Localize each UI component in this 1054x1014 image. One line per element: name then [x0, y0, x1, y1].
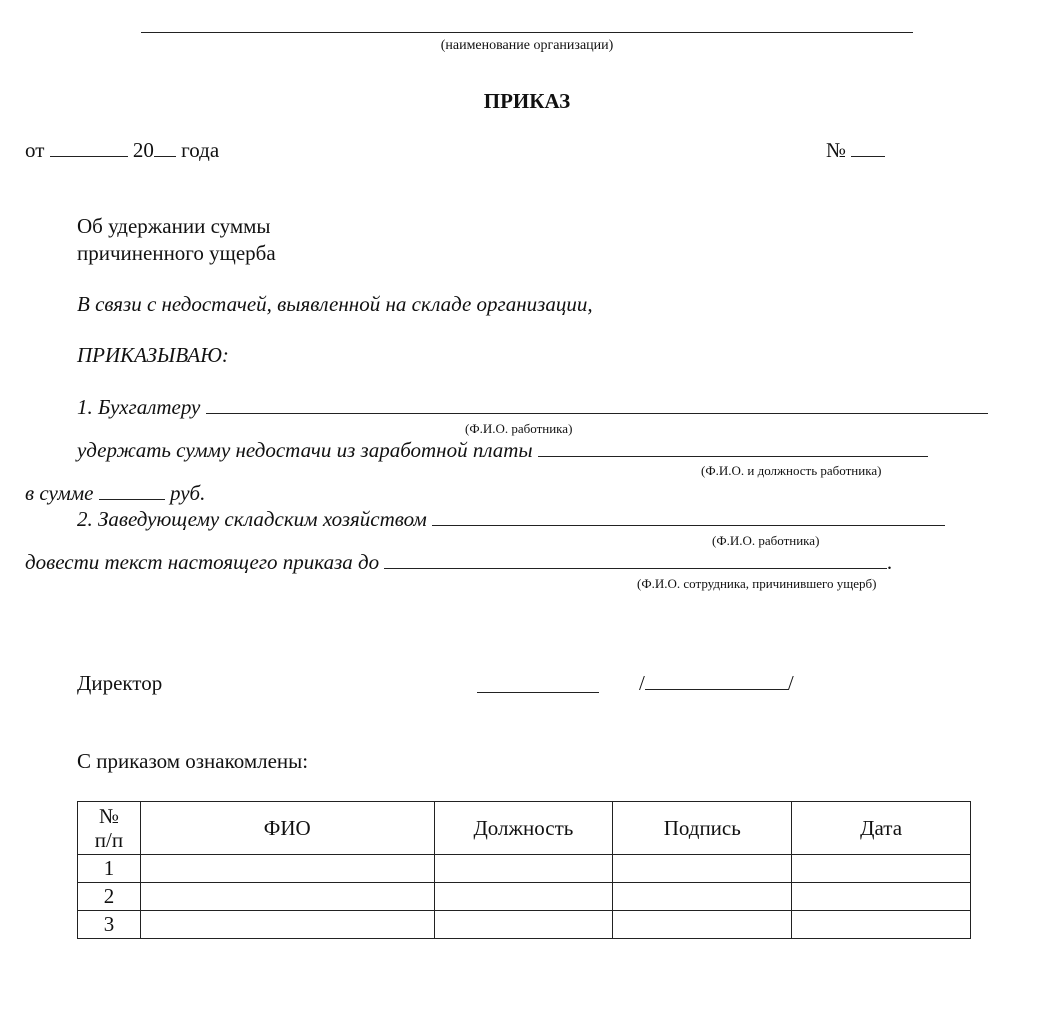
subject-line-2 [77, 243, 276, 264]
item1-line2-blank [538, 440, 928, 457]
ack-title [77, 751, 308, 772]
org-name-hint [0, 38, 1054, 54]
item1-line2-text: удержать сумму недостачи из заработной платы [77, 438, 533, 462]
ack-title-text: С приказом ознакомлены: [77, 749, 309, 773]
item2-hint-text: (Ф.И.О. работника) [712, 533, 820, 548]
row-date[interactable] [792, 883, 971, 911]
ack-table [77, 801, 971, 939]
date-blank [50, 140, 128, 157]
subject-text-1: Об удержании суммы [77, 214, 271, 238]
number-sign: № [826, 138, 847, 162]
item2-hint [712, 534, 819, 547]
table-row [78, 883, 971, 911]
row-date[interactable] [792, 855, 971, 883]
year-suffix: года [181, 138, 220, 162]
year-blank [154, 140, 176, 157]
row-position[interactable] [434, 883, 613, 911]
item2-end: . [887, 550, 893, 574]
date-from-label: от [25, 138, 45, 162]
item1-hint-text: (Ф.И.О. работника) [465, 421, 573, 436]
item1-hint [465, 422, 572, 435]
item2-line2-text: довести текст настоящего приказа до [25, 550, 380, 574]
col-header-num [78, 802, 141, 855]
reason-text: В связи с недостачей, выявленной на складе организации, [77, 292, 593, 316]
row-date[interactable] [792, 911, 971, 939]
row-fio[interactable] [140, 883, 434, 911]
org-name-hint-text: (наименование организации) [440, 38, 614, 53]
row-fio[interactable] [140, 855, 434, 883]
order-number [826, 140, 885, 161]
org-name-line [141, 32, 913, 33]
row-signature[interactable] [613, 855, 792, 883]
col-header-date: Дата [792, 802, 971, 855]
amount-suffix: руб. [169, 481, 206, 505]
table-row [78, 911, 971, 939]
col-header-num-line1: № [98, 803, 119, 828]
item2-line [77, 509, 945, 530]
item2-line2 [25, 552, 893, 573]
date-line [25, 140, 219, 161]
amount-prefix: в сумме [25, 481, 94, 505]
col-header-position: Должность [434, 802, 613, 855]
row-fio[interactable] [140, 911, 434, 939]
table-row [78, 855, 971, 883]
item2-prefix: 2. Заведующему складским хозяйством [77, 507, 427, 531]
col-header-num-line2: п/п [94, 828, 124, 852]
amount-blank [99, 483, 165, 500]
row-num: 2 [78, 883, 141, 911]
signature-blank [477, 692, 599, 693]
row-signature[interactable] [613, 911, 792, 939]
slash-open: / [639, 671, 645, 695]
amount-line [25, 483, 205, 504]
item1-blank [206, 397, 988, 414]
signature-name-blank [645, 673, 788, 690]
item1-line2 [77, 440, 928, 461]
item2-hint2-text: (Ф.И.О. сотрудника, причинившего ущерб) [637, 576, 877, 591]
item1-prefix: 1. Бухгалтеру [77, 395, 201, 419]
row-num: 1 [78, 855, 141, 883]
document-title-text: ПРИКАЗ [483, 89, 571, 113]
ack-table-header [78, 802, 971, 855]
col-header-signature: Подпись [613, 802, 792, 855]
item2-blank [432, 509, 945, 526]
row-num: 3 [78, 911, 141, 939]
row-signature[interactable] [613, 883, 792, 911]
year-prefix: 20 [132, 138, 154, 162]
row-position[interactable] [434, 911, 613, 939]
document-title [0, 89, 1054, 114]
item1-line [77, 397, 988, 418]
item2-hint2 [637, 577, 876, 590]
subject-line-1 [77, 216, 271, 237]
slash-close: / [787, 671, 794, 695]
item1-hint2-text: (Ф.И.О. и должность работника) [701, 463, 882, 478]
order-word-text: ПРИКАЗЫВАЮ: [77, 343, 229, 367]
director-label-text: Директор [77, 671, 163, 695]
item1-hint2 [701, 464, 881, 477]
order-word [77, 345, 229, 366]
number-blank [851, 140, 885, 157]
row-position[interactable] [434, 855, 613, 883]
director-label [77, 673, 162, 694]
reason-paragraph [77, 294, 593, 315]
signature-name-slot [639, 673, 794, 694]
subject-text-2: причиненного ущерба [77, 241, 276, 265]
item2-line2-blank [384, 552, 887, 569]
col-header-fio: ФИО [140, 802, 434, 855]
